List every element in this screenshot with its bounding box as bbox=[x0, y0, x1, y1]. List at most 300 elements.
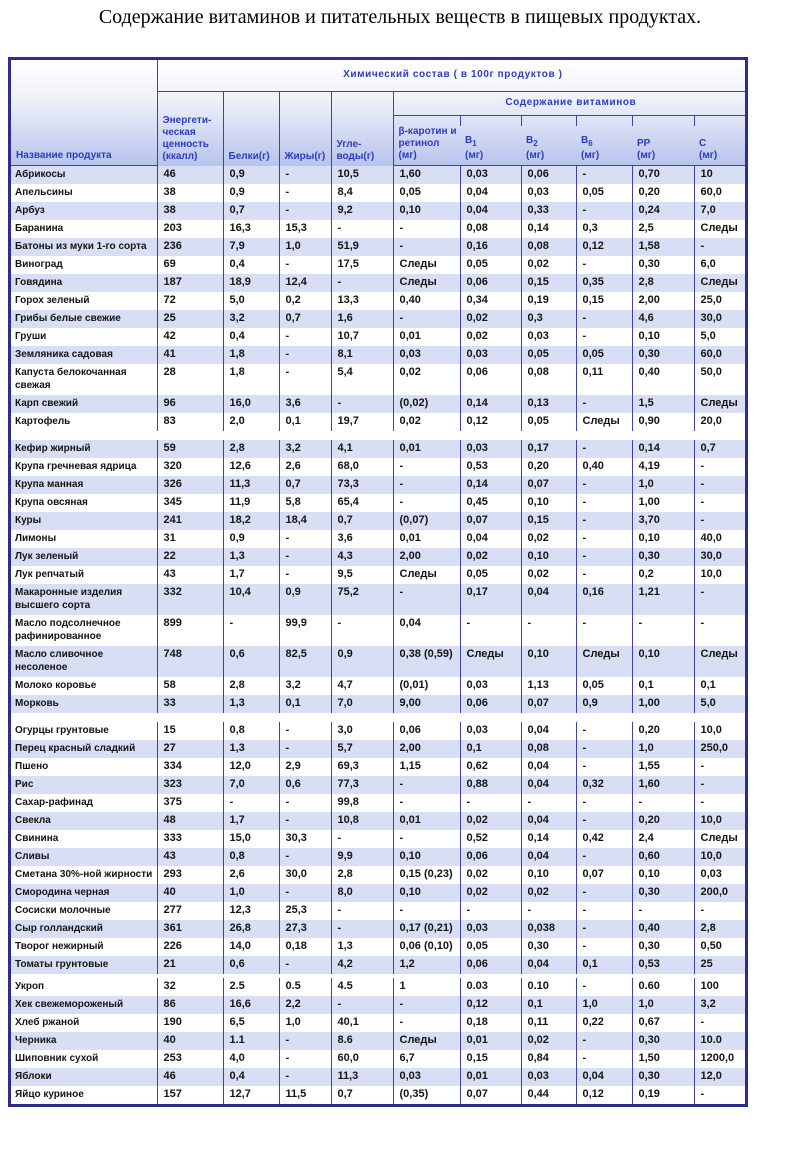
value-cell: 0,17 bbox=[521, 440, 576, 458]
column-header-b2 bbox=[521, 116, 576, 166]
value-cell: 1,3 bbox=[223, 740, 279, 758]
value-cell: 11,5 bbox=[279, 1086, 331, 1104]
value-cell: 0,19 bbox=[632, 1086, 694, 1104]
table-row bbox=[11, 1068, 745, 1086]
value-cell: 1,50 bbox=[632, 1050, 694, 1068]
value-cell: - bbox=[576, 848, 632, 866]
value-cell: 0,10 bbox=[632, 646, 694, 677]
value-cell: 0,01 bbox=[393, 328, 460, 346]
value-cell: 0,40 bbox=[393, 292, 460, 310]
value-cell: 2,0 bbox=[223, 413, 279, 431]
value-cell: 0,06 bbox=[460, 956, 521, 974]
value-cell: 11,3 bbox=[331, 1068, 393, 1086]
value-cell: - bbox=[279, 184, 331, 202]
value-cell: 0,7 bbox=[331, 1086, 393, 1104]
value-cell: 1,60 bbox=[393, 166, 460, 185]
product-name-cell: Капуста белокочанная свежая bbox=[15, 367, 127, 391]
value-cell: 30,0 bbox=[279, 866, 331, 884]
value-cell: 0,22 bbox=[576, 1014, 632, 1032]
value-cell: 0,30 bbox=[632, 1068, 694, 1086]
value-cell: 0,03 bbox=[460, 346, 521, 364]
table-row bbox=[11, 776, 745, 794]
value-cell: 0,10 bbox=[521, 866, 576, 884]
value-cell: 0,3 bbox=[576, 220, 632, 238]
value-cell: 10 bbox=[694, 166, 745, 185]
value-cell: 0,06 bbox=[521, 166, 576, 185]
value-cell: 0,30 bbox=[632, 884, 694, 902]
table-row bbox=[11, 310, 745, 328]
product-name-cell: Груши bbox=[15, 331, 47, 342]
value-cell: - bbox=[331, 830, 393, 848]
value-cell: - bbox=[393, 310, 460, 328]
value-cell: - bbox=[331, 220, 393, 238]
value-cell: 0,03 bbox=[460, 920, 521, 938]
value-cell: - bbox=[279, 346, 331, 364]
value-cell: 0,9 bbox=[223, 184, 279, 202]
value-cell: 42 bbox=[157, 328, 223, 346]
value-cell: 0,02 bbox=[460, 328, 521, 346]
value-cell: 99,8 bbox=[331, 794, 393, 812]
value-cell: 48 bbox=[157, 812, 223, 830]
value-cell: 9,00 bbox=[393, 695, 460, 713]
value-cell: 40,0 bbox=[694, 530, 745, 548]
value-cell: 0,7 bbox=[331, 512, 393, 530]
value-cell: 0,02 bbox=[393, 364, 460, 395]
value-cell: 65,4 bbox=[331, 494, 393, 512]
value-cell: 0,06 bbox=[460, 364, 521, 395]
value-cell: 0,30 bbox=[632, 1032, 694, 1050]
value-cell: 0,04 bbox=[521, 722, 576, 740]
product-name-cell: Крупа овсяная bbox=[15, 497, 88, 508]
vitamin-unit: (мг) bbox=[465, 150, 484, 161]
value-cell: 0,01 bbox=[393, 440, 460, 458]
table-row bbox=[11, 166, 745, 185]
value-cell: 0,10 bbox=[521, 494, 576, 512]
table-row bbox=[11, 512, 745, 530]
value-cell: 12,4 bbox=[279, 274, 331, 292]
value-cell: 0,04 bbox=[393, 615, 460, 646]
value-cell: - bbox=[331, 996, 393, 1014]
table-row bbox=[11, 848, 745, 866]
value-cell: 0,05 bbox=[521, 346, 576, 364]
value-cell: 0,20 bbox=[632, 812, 694, 830]
value-cell: - bbox=[279, 328, 331, 346]
value-cell: - bbox=[576, 978, 632, 996]
value-cell: 86 bbox=[157, 996, 223, 1014]
value-cell: 28 bbox=[157, 364, 223, 395]
value-cell: 0,16 bbox=[576, 584, 632, 615]
value-cell: - bbox=[576, 166, 632, 185]
value-cell: 5,8 bbox=[279, 494, 331, 512]
value-cell: 2,6 bbox=[279, 458, 331, 476]
value-cell: 0,10 bbox=[393, 848, 460, 866]
value-cell: 0,10 bbox=[521, 548, 576, 566]
value-cell: - bbox=[576, 722, 632, 740]
table-row bbox=[11, 548, 745, 566]
value-cell: Следы bbox=[694, 274, 745, 292]
value-cell: 12,7 bbox=[223, 1086, 279, 1104]
value-cell: 0,10 bbox=[632, 328, 694, 346]
value-cell: 83 bbox=[157, 413, 223, 431]
value-cell: 38 bbox=[157, 184, 223, 202]
value-cell: 0,07 bbox=[460, 512, 521, 530]
value-cell: 72 bbox=[157, 292, 223, 310]
value-cell: 60,0 bbox=[694, 346, 745, 364]
table-row bbox=[11, 996, 745, 1014]
value-cell: - bbox=[694, 458, 745, 476]
column-header-b1 bbox=[460, 116, 521, 166]
value-cell: 334 bbox=[157, 758, 223, 776]
value-cell: - bbox=[576, 328, 632, 346]
value-cell: 0,04 bbox=[521, 812, 576, 830]
value-cell: - bbox=[223, 615, 279, 646]
product-name-cell: Куры bbox=[15, 515, 42, 526]
value-cell: 10,7 bbox=[331, 328, 393, 346]
vitamin-unit: (мг) bbox=[398, 150, 417, 161]
value-cell: 4,1 bbox=[331, 440, 393, 458]
value-cell: - bbox=[576, 740, 632, 758]
table-row bbox=[11, 364, 745, 395]
value-cell: - bbox=[279, 1032, 331, 1050]
table-row bbox=[11, 938, 745, 956]
value-cell: - bbox=[331, 920, 393, 938]
value-cell: - bbox=[576, 202, 632, 220]
table-row bbox=[11, 256, 745, 274]
value-cell: 7,0 bbox=[331, 695, 393, 713]
table-row bbox=[11, 920, 745, 938]
value-cell: 1,7 bbox=[223, 566, 279, 584]
table-row bbox=[11, 812, 745, 830]
value-cell: 59 bbox=[157, 440, 223, 458]
value-cell: 5,7 bbox=[331, 740, 393, 758]
product-name-cell: Горох зеленый bbox=[15, 295, 90, 306]
value-cell: - bbox=[576, 512, 632, 530]
product-name-cell: Крупа гречневая ядрица bbox=[15, 461, 137, 472]
product-name-cell: Масло подсолнечное рафинированное bbox=[15, 618, 121, 642]
value-cell: - bbox=[460, 794, 521, 812]
value-cell: 10.0 bbox=[694, 1032, 745, 1050]
value-cell: 41 bbox=[157, 346, 223, 364]
value-cell: 0,05 bbox=[460, 566, 521, 584]
value-cell: 31 bbox=[157, 530, 223, 548]
value-cell: 0,05 bbox=[521, 413, 576, 431]
value-cell: 3,0 bbox=[331, 722, 393, 740]
value-cell: 12,6 bbox=[223, 458, 279, 476]
product-name-cell: Земляника садовая bbox=[15, 349, 113, 360]
value-cell: 0,32 bbox=[576, 776, 632, 794]
table-row bbox=[11, 440, 745, 458]
value-cell: 0,15 bbox=[576, 292, 632, 310]
value-cell: 1,0 bbox=[223, 884, 279, 902]
value-cell: 51,9 bbox=[331, 238, 393, 256]
value-cell: 69 bbox=[157, 256, 223, 274]
product-name-cell: Батоны из муки 1-го сорта bbox=[15, 241, 147, 252]
product-name-cell: Молоко коровье bbox=[15, 680, 97, 691]
value-cell: 0,8 bbox=[223, 848, 279, 866]
value-cell: 4,6 bbox=[632, 310, 694, 328]
value-cell: 0,07 bbox=[576, 866, 632, 884]
product-name-cell: Томаты грунтовые bbox=[15, 959, 109, 970]
value-cell: - bbox=[694, 758, 745, 776]
value-cell: - bbox=[576, 310, 632, 328]
column-group-chemical-composition: Химический состав ( в 100г продуктов ) bbox=[157, 60, 745, 92]
value-cell: - bbox=[694, 776, 745, 794]
value-cell: - bbox=[279, 884, 331, 902]
value-cell: 0,01 bbox=[393, 530, 460, 548]
product-name-cell: Баранина bbox=[15, 223, 64, 234]
value-cell: 0,07 bbox=[521, 476, 576, 494]
value-cell: 0,08 bbox=[460, 220, 521, 238]
table-row bbox=[11, 566, 745, 584]
value-cell: 1,0 bbox=[279, 1014, 331, 1032]
product-name-cell: Говядина bbox=[15, 277, 63, 288]
value-cell: 73,3 bbox=[331, 476, 393, 494]
value-cell: 241 bbox=[157, 512, 223, 530]
value-cell: 899 bbox=[157, 615, 223, 646]
value-cell: 0,2 bbox=[632, 566, 694, 584]
value-cell: 0,10 bbox=[632, 866, 694, 884]
product-name-cell: Карп свежий bbox=[15, 398, 79, 409]
value-cell: 3,6 bbox=[279, 395, 331, 413]
value-cell: 0,14 bbox=[521, 830, 576, 848]
value-cell: 0,15 bbox=[521, 512, 576, 530]
column-header-c bbox=[694, 116, 745, 166]
value-cell: 2,8 bbox=[223, 677, 279, 695]
value-cell: 0,04 bbox=[460, 202, 521, 220]
table-row bbox=[11, 695, 745, 713]
value-cell: 0,10 bbox=[632, 530, 694, 548]
value-cell: 4,0 bbox=[223, 1050, 279, 1068]
value-cell: 2,2 bbox=[279, 996, 331, 1014]
value-cell: 0,14 bbox=[632, 440, 694, 458]
product-name-cell: Шиповник сухой bbox=[15, 1053, 99, 1064]
product-name-cell: Сыр голландский bbox=[15, 923, 103, 934]
value-cell: 4,7 bbox=[331, 677, 393, 695]
value-cell: 6,5 bbox=[223, 1014, 279, 1032]
value-cell: 0,20 bbox=[632, 722, 694, 740]
value-cell: 0,03 bbox=[460, 677, 521, 695]
value-cell: 0,33 bbox=[521, 202, 576, 220]
value-cell: 12,0 bbox=[223, 758, 279, 776]
value-cell: 0,01 bbox=[460, 1032, 521, 1050]
value-cell: 9,5 bbox=[331, 566, 393, 584]
value-cell: 1,3 bbox=[331, 938, 393, 956]
value-cell: 0,02 bbox=[521, 1032, 576, 1050]
value-cell: 0,02 bbox=[460, 812, 521, 830]
value-cell: Следы bbox=[694, 646, 745, 677]
value-cell: 0,19 bbox=[521, 292, 576, 310]
value-cell: 0,03 bbox=[521, 328, 576, 346]
vitamin-label: $B_2$ bbox=[526, 135, 538, 148]
value-cell: 19,7 bbox=[331, 413, 393, 431]
column-group-vitamins: Содержание витаминов bbox=[393, 92, 745, 116]
value-cell: 0,04 bbox=[521, 584, 576, 615]
value-cell: - bbox=[694, 615, 745, 646]
value-cell: - bbox=[279, 202, 331, 220]
value-cell: Следы bbox=[576, 646, 632, 677]
table-row bbox=[11, 884, 745, 902]
value-cell: 1 bbox=[393, 978, 460, 996]
value-cell: 0,07 bbox=[460, 1086, 521, 1104]
value-cell: 0,11 bbox=[576, 364, 632, 395]
value-cell: 0,45 bbox=[460, 494, 521, 512]
value-cell: 0,03 bbox=[521, 1068, 576, 1086]
value-cell: 748 bbox=[157, 646, 223, 677]
value-cell: 18,2 bbox=[223, 512, 279, 530]
value-cell: 0,24 bbox=[632, 202, 694, 220]
value-cell: 0,04 bbox=[521, 758, 576, 776]
value-cell: 5,0 bbox=[223, 292, 279, 310]
value-cell: 1,55 bbox=[632, 758, 694, 776]
value-cell: 25 bbox=[694, 956, 745, 974]
table-header bbox=[11, 60, 745, 166]
value-cell: 0,03 bbox=[393, 346, 460, 364]
value-cell: - bbox=[521, 902, 576, 920]
value-cell: 0,02 bbox=[521, 884, 576, 902]
value-cell: 0,4 bbox=[223, 328, 279, 346]
value-cell: - bbox=[694, 1014, 745, 1032]
value-cell: 277 bbox=[157, 902, 223, 920]
value-cell: 0,15 (0,23) bbox=[393, 866, 460, 884]
value-cell: 200,0 bbox=[694, 884, 745, 902]
value-cell: 0,05 bbox=[393, 184, 460, 202]
value-cell: (0,01) bbox=[393, 677, 460, 695]
value-cell: - bbox=[694, 584, 745, 615]
product-name-cell: Виноград bbox=[15, 259, 63, 270]
value-cell: 0,12 bbox=[576, 1086, 632, 1104]
value-cell: 32 bbox=[157, 978, 223, 996]
value-cell: - bbox=[576, 1032, 632, 1050]
table-row bbox=[11, 395, 745, 413]
value-cell: 1,13 bbox=[521, 677, 576, 695]
value-cell: 0,88 bbox=[460, 776, 521, 794]
value-cell: 27,3 bbox=[279, 920, 331, 938]
value-cell: 43 bbox=[157, 566, 223, 584]
value-cell: 0,04 bbox=[521, 956, 576, 974]
value-cell: 1.1 bbox=[223, 1032, 279, 1050]
value-cell: 0,34 bbox=[460, 292, 521, 310]
value-cell: - bbox=[460, 902, 521, 920]
value-cell: 361 bbox=[157, 920, 223, 938]
table-row bbox=[11, 978, 745, 996]
value-cell: 60,0 bbox=[694, 184, 745, 202]
value-cell: 0,30 bbox=[521, 938, 576, 956]
value-cell: Следы bbox=[576, 413, 632, 431]
value-cell: 0,50 bbox=[694, 938, 745, 956]
table-row bbox=[11, 677, 745, 695]
value-cell: 2,8 bbox=[694, 920, 745, 938]
value-cell: 10,5 bbox=[331, 166, 393, 185]
value-cell: - bbox=[576, 548, 632, 566]
value-cell: 7,0 bbox=[694, 202, 745, 220]
value-cell: 22 bbox=[157, 548, 223, 566]
value-cell: 0,06 bbox=[393, 722, 460, 740]
value-cell: 0,7 bbox=[223, 202, 279, 220]
vitamin-unit: (мг) bbox=[699, 150, 718, 161]
value-cell: Следы bbox=[694, 395, 745, 413]
value-cell: 25,0 bbox=[694, 292, 745, 310]
value-cell: 0,18 bbox=[279, 938, 331, 956]
value-cell: 18,9 bbox=[223, 274, 279, 292]
value-cell: 0,06 (0,10) bbox=[393, 938, 460, 956]
product-name-cell: Огурцы грунтовые bbox=[15, 725, 109, 736]
product-name-cell: Морковь bbox=[15, 698, 59, 709]
column-header-protein: Белки(г) bbox=[223, 92, 279, 166]
value-cell: 0,53 bbox=[460, 458, 521, 476]
vitamin-label: $B_6$ bbox=[581, 135, 593, 148]
value-cell: - bbox=[694, 494, 745, 512]
value-cell: 0,01 bbox=[460, 1068, 521, 1086]
value-cell: - bbox=[279, 364, 331, 395]
value-cell: 0,7 bbox=[279, 476, 331, 494]
table-row bbox=[11, 956, 745, 974]
value-cell: 0,44 bbox=[521, 1086, 576, 1104]
value-cell: 3,6 bbox=[331, 530, 393, 548]
table-row bbox=[11, 238, 745, 256]
value-cell: 2,8 bbox=[331, 866, 393, 884]
table-row bbox=[11, 1032, 745, 1050]
value-cell: 0,04 bbox=[460, 530, 521, 548]
table-row bbox=[11, 494, 745, 512]
product-name-cell: Черника bbox=[15, 1035, 57, 1046]
value-cell: 0,13 bbox=[521, 395, 576, 413]
value-cell: 58 bbox=[157, 677, 223, 695]
value-cell: Следы bbox=[393, 566, 460, 584]
value-cell: Следы bbox=[393, 274, 460, 292]
value-cell: 17,5 bbox=[331, 256, 393, 274]
value-cell: 2,5 bbox=[632, 220, 694, 238]
value-cell: 1,8 bbox=[223, 346, 279, 364]
product-name-cell: Макаронные изделия высшего сорта bbox=[15, 587, 123, 611]
value-cell: 10,0 bbox=[694, 566, 745, 584]
value-cell: - bbox=[576, 902, 632, 920]
value-cell: - bbox=[576, 476, 632, 494]
value-cell: 99,9 bbox=[279, 615, 331, 646]
product-name-cell: Абрикосы bbox=[15, 169, 66, 180]
column-header-beta-carotene bbox=[393, 116, 460, 166]
value-cell: 2,00 bbox=[393, 548, 460, 566]
value-cell: 0,90 bbox=[632, 413, 694, 431]
product-name-cell: Пшено bbox=[15, 761, 49, 772]
value-cell: Следы bbox=[393, 1032, 460, 1050]
value-cell: 3,2 bbox=[279, 677, 331, 695]
table-row bbox=[11, 202, 745, 220]
vitamin-label: $B_1$ bbox=[465, 135, 477, 148]
value-cell: 11,3 bbox=[223, 476, 279, 494]
block-separator bbox=[11, 713, 745, 722]
value-cell: 3,70 bbox=[632, 512, 694, 530]
vitamin-unit: (мг) bbox=[581, 150, 600, 161]
table-row bbox=[11, 615, 745, 646]
value-cell: 2,00 bbox=[393, 740, 460, 758]
value-cell: 332 bbox=[157, 584, 223, 615]
value-cell: 10,4 bbox=[223, 584, 279, 615]
value-cell: 0,1 bbox=[521, 996, 576, 1014]
value-cell: 0,1 bbox=[694, 677, 745, 695]
value-cell: 0,20 bbox=[521, 458, 576, 476]
value-cell: 0,03 bbox=[694, 866, 745, 884]
value-cell: 1,00 bbox=[632, 494, 694, 512]
value-cell: 1,6 bbox=[331, 310, 393, 328]
value-cell: 1,3 bbox=[223, 548, 279, 566]
product-name-cell: Апельсины bbox=[15, 187, 73, 198]
table-row bbox=[11, 346, 745, 364]
value-cell: - bbox=[460, 615, 521, 646]
table-row bbox=[11, 220, 745, 238]
table-row bbox=[11, 413, 745, 431]
table-row bbox=[11, 274, 745, 292]
value-cell: 2,6 bbox=[223, 866, 279, 884]
